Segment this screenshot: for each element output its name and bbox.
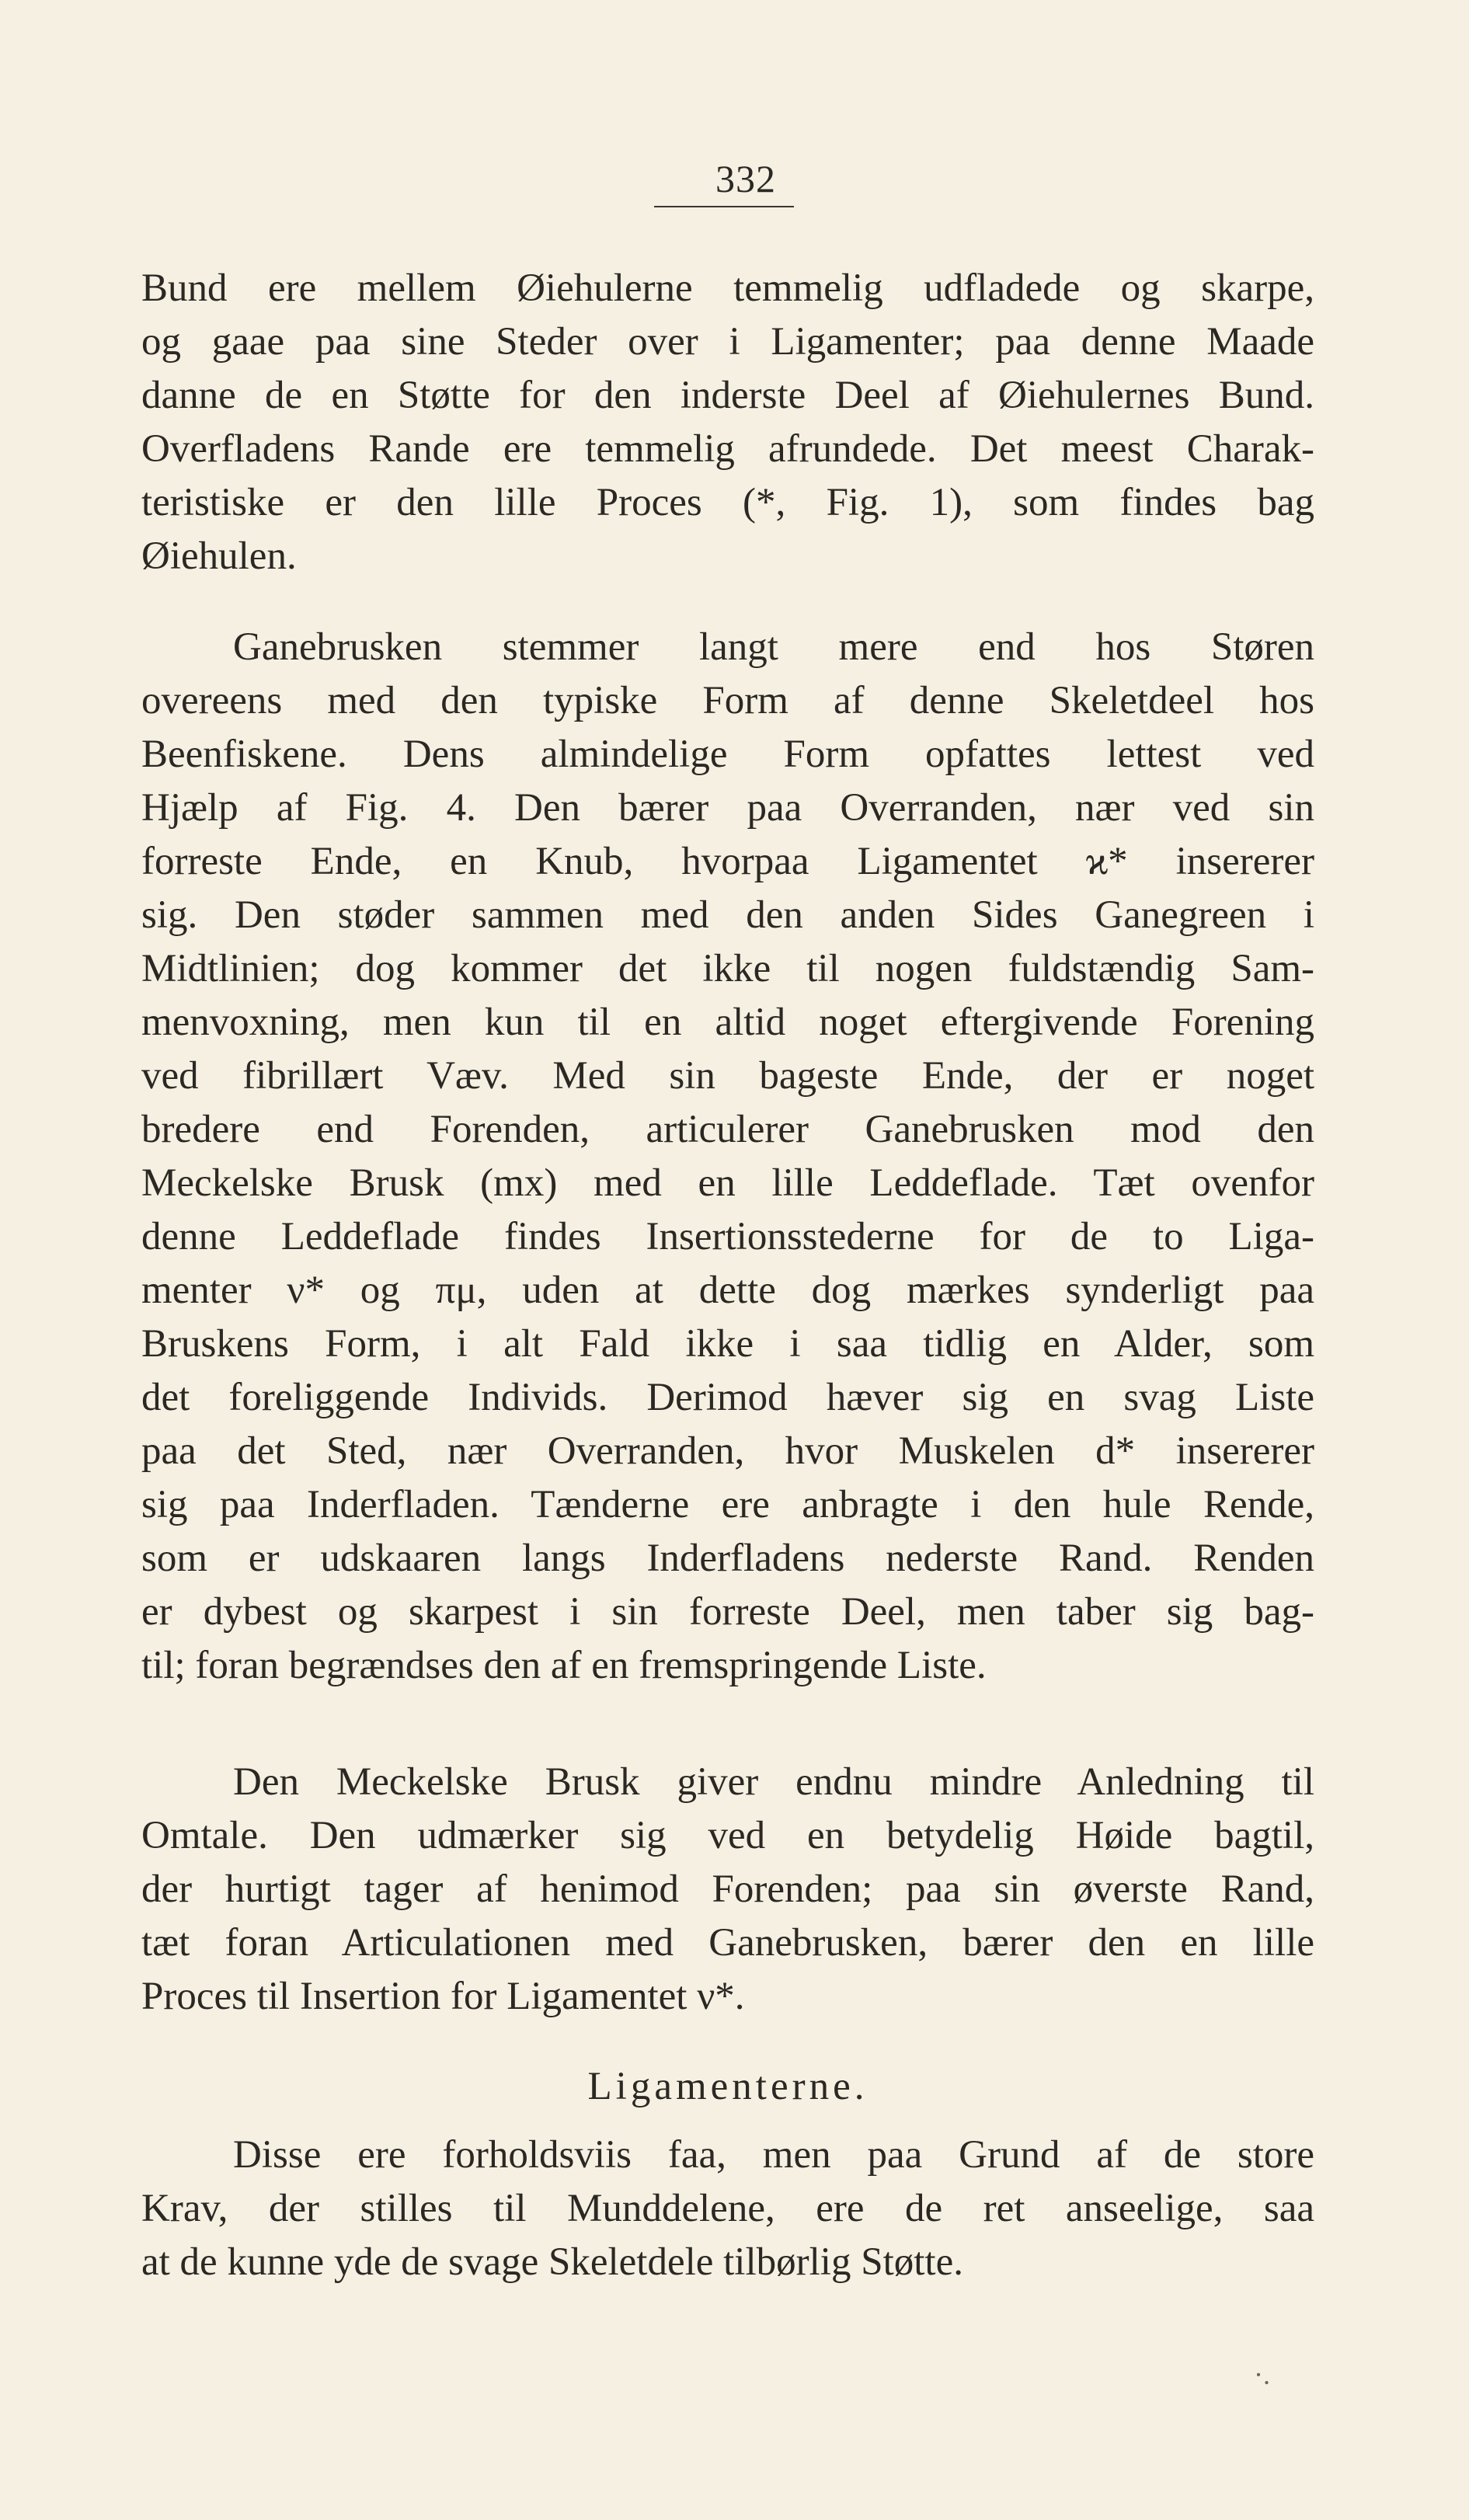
- text-line: at de kunne yde de svage Skeletdele tilbørlig Støtte.: [141, 2240, 963, 2284]
- text-line: paa det Sted, nær Overranden, hvor Muskelen d* insererer: [141, 1429, 1314, 1473]
- text-line: bredere end Forenden, articulerer Ganebrusken mod den: [141, 1108, 1314, 1151]
- text-line: teristiske er den lille Proces (*, Fig. 1), som findes bag: [141, 481, 1314, 524]
- text-line: Omtale. Den udmærker sig ved en betydelig Høide bagtil,: [141, 1814, 1314, 1857]
- text-line: Disse ere forholdsviis faa, men paa Grund af de store: [233, 2133, 1314, 2177]
- stray-print-mark: ·.: [1254, 2359, 1270, 2390]
- page-number: 332: [715, 157, 776, 200]
- text-line: Bruskens Form, i alt Fald ikke i saa tidlig en Alder, som: [141, 1322, 1314, 1366]
- text-line: ved fibrillært Væv. Med sin bageste Ende, der er noget: [141, 1054, 1314, 1098]
- text-line: menter ν* og πμ, uden at dette dog mærkes synderligt paa: [141, 1269, 1314, 1312]
- text-line: Midtlinien; dog kommer det ikke til nogen fuldstændig Sam-: [141, 947, 1314, 990]
- text-line: forreste Ende, en Knub, hvorpaa Ligamentet ϰ* insererer: [141, 840, 1314, 883]
- paragraph-orbit-floor: [141, 262, 1314, 583]
- text-line: Beenfiskene. Dens almindelige Form opfattes lettest ved: [141, 733, 1314, 776]
- text-line: danne de en Støtte for den inderste Deel af Øiehulernes Bund.: [141, 374, 1314, 417]
- paragraph-meckel-cartilage: [141, 1756, 1314, 2024]
- text-line: denne Leddeflade findes Insertionsstederne for de to Liga-: [141, 1215, 1314, 1258]
- text-line: er dybest og skarpest i sin forreste Deel, men taber sig bag-: [141, 1590, 1314, 1634]
- text-line: Bund ere mellem Øiehulerne temmelig udfladede og skarpe,: [141, 266, 1314, 310]
- text-line: sig paa Inderfladen. Tænderne ere anbragte i den hule Rende,: [141, 1483, 1314, 1526]
- text-line: Øiehulen.: [141, 534, 297, 578]
- text-line: der hurtigt tager af henimod Forenden; paa sin øverste Rand,: [141, 1867, 1314, 1911]
- paragraph-ligaments: [141, 2128, 1314, 2289]
- text-line: tæt foran Articulationen med Ganebrusken, bærer den en lille: [141, 1921, 1314, 1965]
- page-number-rule: [654, 206, 794, 207]
- text-line: Proces til Insertion for Ligamentet ν*.: [141, 1975, 745, 2018]
- paragraph-palatine-cartilage: [141, 621, 1314, 1693]
- text-line: til; foran begrændses den af en fremspringende Liste.: [141, 1644, 987, 1687]
- text-line: Meckelske Brusk (mx) med en lille Leddeflade. Tæt ovenfor: [141, 1161, 1314, 1205]
- text-line: Krav, der stilles til Munddelene, ere de ret anseelige, saa: [141, 2187, 1314, 2230]
- text-line: sig. Den støder sammen med den anden Sides Ganegreen i: [141, 893, 1314, 937]
- text-line: menvoxning, men kun til en altid noget eftergivende Forening: [141, 1001, 1314, 1044]
- text-line: Overfladens Rande ere temmelig afrundede. Det meest Charak-: [141, 427, 1314, 471]
- text-line: som er udskaaren langs Inderfladens nederste Rand. Renden: [141, 1537, 1314, 1580]
- section-heading: Ligamenterne.: [587, 2065, 869, 2108]
- text-line: Hjælp af Fig. 4. Den bærer paa Overranden, nær ved sin: [141, 786, 1314, 830]
- text-line: Den Meckelske Brusk giver endnu mindre Anledning til: [233, 1760, 1314, 1804]
- text-line: det foreliggende Individs. Derimod hæver sig en svag Liste: [141, 1376, 1314, 1419]
- text-line: overeens med den typiske Form af denne Skeletdeel hos: [141, 679, 1314, 722]
- text-line: og gaae paa sine Steder over i Ligamenter; paa denne Maade: [141, 320, 1314, 364]
- text-line: Ganebrusken stemmer langt mere end hos Støren: [233, 625, 1314, 669]
